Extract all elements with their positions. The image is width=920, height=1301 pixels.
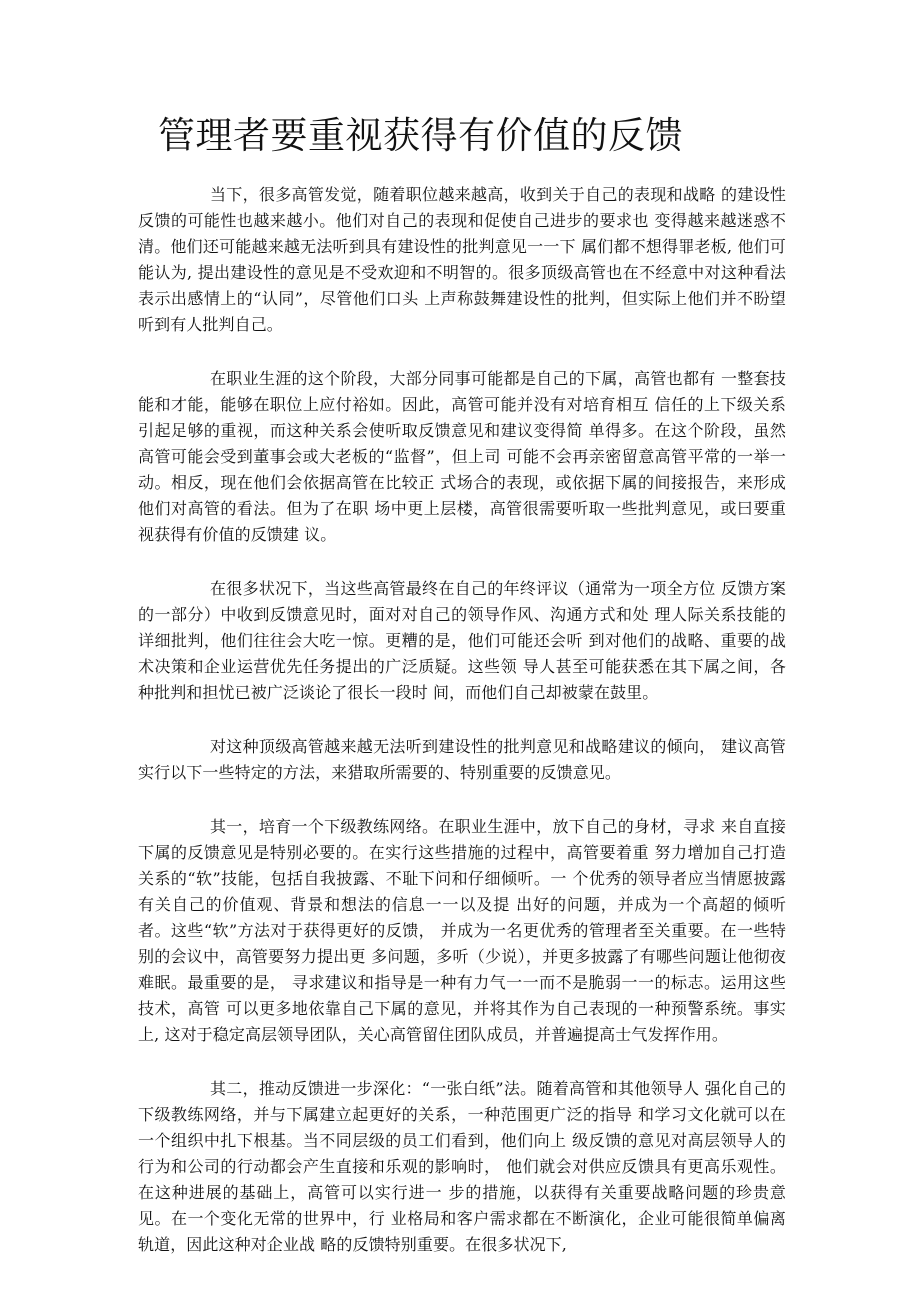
paragraph-5: 其一，培育一个下级教练网络。在职业生涯中，放下自己的身材，寻求 来自直接下属的反馈意见是特别必要的。在实行这些措施的过程中，高管要着重 努力增加自己打造关系的“软”技能，包括自我披露、不耻下问和仔细倾听。一 个优秀的领导者应当情愿披露有关自己的价值观、背景和想法的信息一一以及提 出好的问题，并成为一个高超的倾听者。这些“软”方法对于获得更好的反馈， 并成为一名更优秀的管理者至关重要。在一些特别的会议中，高管要努力提出更 多问题，多听（少说），并更多披露了有哪些问题让他彻夜难眠。最重要的是， 寻求建议和指导是一种有力气一一而不是脆弱一一的标志。运用这些技术，高管 可以更多地依靠自己下属的意见，并将其作为自己表现的一种预警系统。事实上, 这对于稳定高层领导团队，关心高管留住团队成员，并普遍提高士气发挥作用。 — [138, 817, 786, 1044]
paragraph-3: 在很多状况下，当这些高管最终在自己的年终评议（通常为一项全方位 反馈方案的一部分）中收到反馈意见时，面对对自己的领导作风、沟通方式和处 理人际关系技能的详细批判，他们往往会大吃一惊。更糟的是，他们可能还会听 到对他们的战略、重要的战术决策和企业运营优先任务提出的广泛质疑。这些领 导人甚至可能获悉在其下属之间，各种批判和担忧已被广泛谈论了很长一段时 间，而他们自己却被蒙在鼓里。 — [138, 579, 786, 702]
document-body — [138, 182, 786, 1286]
document-title: 管理者要重视获得有价值的反馈 — [158, 114, 683, 157]
paragraph-4: 对这种顶级高管越来越无法听到建设性的批判意见和战略建议的倾向， 建议高管实行以下一些特定的方法，来猎取所需要的、特别重要的反馈意见。 — [138, 737, 786, 782]
paragraph-6: 其二，推动反馈进一步深化：“一张白纸”法。随着高管和其他领导人 强化自己的下级教练网络，并与下属建立起更好的关系，一种范围更广泛的指导 和学习文化就可以在一个组织中扎下根基。当不同层级的员工们看到，他们向上 级反馈的意见对高层领导人的行为和公司的行动都会产生直接和乐观的影响时， 他们就会对供应反馈具有更高乐观性。在这种进展的基础上，高管可以实行进一 步的措施，以获得有关重要战略问题的珍贵意见。在一个变化无常的世界中，行 业格局和客户需求都在不断演化，企业可能很简单偏离轨道，因此这种对企业战 略的反馈特别重要。在很多状况下, — [138, 1079, 786, 1254]
paragraph-1: 当下，很多高管发觉，随着职位越来越高，收到关于自己的表现和战略 的建设性反馈的可能性也越来越小。他们对自己的表现和促使自己进步的要求也 变得越来越迷惑不清。他们还可能越来越无法听到具有建设性的批判意见一一下 属们都不想得罪老板, 他们可能认为, 提出建设性的意见是不受欢迎和不明智的。很多顶级高管也在不经意中对这种看法表示出感情上的“认同”，尽管他们口头 上声称鼓舞建设性的批判，但实际上他们并不盼望听到有人批判自己。 — [138, 185, 786, 334]
paragraph-2: 在职业生涯的这个阶段，大部分同事可能都是自己的下属，高管也都有 一整套技能和才能，能够在职位上应付裕如。因此，高管可能并没有对培育相互 信任的上下级关系引起足够的重视，而这种关系会使听取反馈意见和建议变得简 单得多。在这个阶段，虽然高管可能会受到董事会或大老板的“监督”，但上司 可能不会再亲密留意高管平常的一举一动。相反，现在他们会依据高管在比较正 式场合的表现，或依据下属的间接报告，来形成他们对高管的看法。但为了在职 场中更上层楼，高管很需要听取一些批判意见，或曰要重视获得有价值的反馈建 议。 — [138, 369, 786, 544]
